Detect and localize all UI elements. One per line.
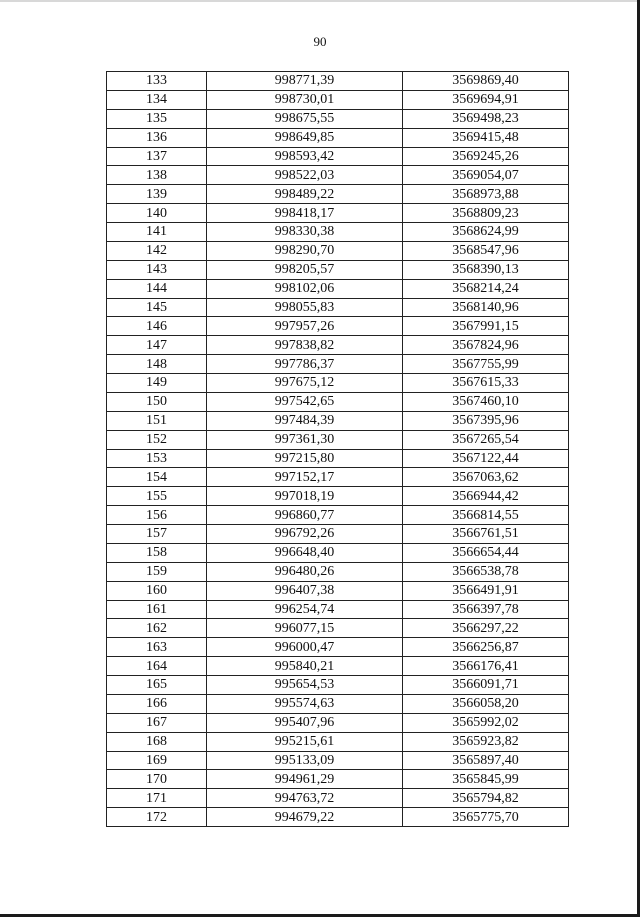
- coordinate-x-cell: 997786,37: [207, 355, 403, 374]
- point-number-cell: 160: [107, 581, 207, 600]
- table-row: [107, 525, 569, 544]
- point-number-cell: 167: [107, 713, 207, 732]
- point-number-cell: 161: [107, 600, 207, 619]
- coordinate-x-cell: 997957,26: [207, 317, 403, 336]
- coordinate-x-cell: 998055,83: [207, 298, 403, 317]
- point-number-cell: 157: [107, 525, 207, 544]
- coordinate-y-cell: 3567824,96: [403, 336, 569, 355]
- coordinate-x-cell: 998102,06: [207, 279, 403, 298]
- table-row: [107, 732, 569, 751]
- coordinate-x-cell: 998290,70: [207, 241, 403, 260]
- point-number-cell: 139: [107, 185, 207, 204]
- point-number-cell: 153: [107, 449, 207, 468]
- point-number-cell: 169: [107, 751, 207, 770]
- point-number-cell: 135: [107, 109, 207, 128]
- coordinate-x-cell: 997152,17: [207, 468, 403, 487]
- point-number-cell: 137: [107, 147, 207, 166]
- point-number-cell: 138: [107, 166, 207, 185]
- coordinate-y-cell: 3567991,15: [403, 317, 569, 336]
- coordinate-y-cell: 3565775,70: [403, 808, 569, 827]
- table-row: [107, 468, 569, 487]
- table-row: [107, 109, 569, 128]
- coordinate-x-cell: 995407,96: [207, 713, 403, 732]
- table-row: [107, 185, 569, 204]
- coordinate-y-cell: 3567615,33: [403, 374, 569, 393]
- table-row: [107, 638, 569, 657]
- page-number: 90: [313, 34, 327, 49]
- table-row: [107, 317, 569, 336]
- point-number-cell: 151: [107, 411, 207, 430]
- table-row: [107, 223, 569, 242]
- point-number-cell: 164: [107, 657, 207, 676]
- point-number-cell: 136: [107, 128, 207, 147]
- coordinate-y-cell: 3569869,40: [403, 72, 569, 91]
- point-number-cell: 149: [107, 374, 207, 393]
- coordinate-x-cell: 996792,26: [207, 525, 403, 544]
- table-row: [107, 562, 569, 581]
- coordinate-y-cell: 3567122,44: [403, 449, 569, 468]
- point-number-cell: 155: [107, 487, 207, 506]
- coordinate-x-cell: 997675,12: [207, 374, 403, 393]
- table-row: [107, 713, 569, 732]
- coordinate-y-cell: 3569245,26: [403, 147, 569, 166]
- coordinate-y-cell: 3566538,78: [403, 562, 569, 581]
- coordinate-x-cell: 994961,29: [207, 770, 403, 789]
- coordinate-y-cell: 3568809,23: [403, 204, 569, 223]
- table-row: [107, 241, 569, 260]
- coordinate-x-cell: 996254,74: [207, 600, 403, 619]
- coordinate-x-cell: 996407,38: [207, 581, 403, 600]
- table-row: [107, 147, 569, 166]
- coordinate-x-cell: 997484,39: [207, 411, 403, 430]
- table-row: [107, 808, 569, 827]
- point-number-cell: 168: [107, 732, 207, 751]
- point-number-cell: 148: [107, 355, 207, 374]
- table-row: [107, 676, 569, 695]
- coordinate-x-cell: 996000,47: [207, 638, 403, 657]
- table-row: [107, 72, 569, 91]
- table-row: [107, 166, 569, 185]
- table-row: [107, 90, 569, 109]
- table-row: [107, 694, 569, 713]
- table-row: [107, 619, 569, 638]
- coordinate-x-cell: 995574,63: [207, 694, 403, 713]
- point-number-cell: 142: [107, 241, 207, 260]
- coordinate-x-cell: 997542,65: [207, 392, 403, 411]
- coordinate-y-cell: 3569498,23: [403, 109, 569, 128]
- point-number-cell: 165: [107, 676, 207, 695]
- coordinate-x-cell: 997361,30: [207, 430, 403, 449]
- table-row: [107, 506, 569, 525]
- table-row: [107, 392, 569, 411]
- coordinate-y-cell: 3569415,48: [403, 128, 569, 147]
- table-row: [107, 260, 569, 279]
- point-number-cell: 156: [107, 506, 207, 525]
- point-number-cell: 159: [107, 562, 207, 581]
- table-row: [107, 298, 569, 317]
- coordinate-x-cell: 998771,39: [207, 72, 403, 91]
- point-number-cell: 141: [107, 223, 207, 242]
- coordinate-y-cell: 3565845,99: [403, 770, 569, 789]
- coordinate-y-cell: 3566814,55: [403, 506, 569, 525]
- coordinate-y-cell: 3566297,22: [403, 619, 569, 638]
- coordinate-y-cell: 3568973,88: [403, 185, 569, 204]
- table-row: [107, 543, 569, 562]
- coordinate-y-cell: 3567755,99: [403, 355, 569, 374]
- point-number-cell: 171: [107, 789, 207, 808]
- coordinate-x-cell: 998649,85: [207, 128, 403, 147]
- point-number-cell: 145: [107, 298, 207, 317]
- coordinates-table: [106, 71, 569, 827]
- coordinate-y-cell: 3566256,87: [403, 638, 569, 657]
- point-number-cell: 146: [107, 317, 207, 336]
- point-number-cell: 172: [107, 808, 207, 827]
- coordinate-x-cell: 998675,55: [207, 109, 403, 128]
- table-row: [107, 770, 569, 789]
- coordinate-x-cell: 996648,40: [207, 543, 403, 562]
- coordinate-y-cell: 3567395,96: [403, 411, 569, 430]
- coordinate-y-cell: 3569694,91: [403, 90, 569, 109]
- coordinate-x-cell: 997838,82: [207, 336, 403, 355]
- coordinate-x-cell: 994763,72: [207, 789, 403, 808]
- point-number-cell: 134: [107, 90, 207, 109]
- point-number-cell: 150: [107, 392, 207, 411]
- coordinate-x-cell: 996860,77: [207, 506, 403, 525]
- coordinate-y-cell: 3565794,82: [403, 789, 569, 808]
- table-row: [107, 751, 569, 770]
- point-number-cell: 166: [107, 694, 207, 713]
- point-number-cell: 170: [107, 770, 207, 789]
- point-number-cell: 140: [107, 204, 207, 223]
- table-row: [107, 128, 569, 147]
- coordinate-y-cell: 3567460,10: [403, 392, 569, 411]
- coordinate-y-cell: 3566176,41: [403, 657, 569, 676]
- table-row: [107, 355, 569, 374]
- point-number-cell: 147: [107, 336, 207, 355]
- table-row: [107, 789, 569, 808]
- coordinate-x-cell: 998730,01: [207, 90, 403, 109]
- point-number-cell: 162: [107, 619, 207, 638]
- coordinate-y-cell: 3565992,02: [403, 713, 569, 732]
- coordinate-y-cell: 3567063,62: [403, 468, 569, 487]
- coordinate-x-cell: 998522,03: [207, 166, 403, 185]
- coordinate-x-cell: 995840,21: [207, 657, 403, 676]
- coordinate-y-cell: 3566944,42: [403, 487, 569, 506]
- coordinate-y-cell: 3567265,54: [403, 430, 569, 449]
- table-row: [107, 449, 569, 468]
- coordinate-x-cell: 997215,80: [207, 449, 403, 468]
- coordinate-x-cell: 994679,22: [207, 808, 403, 827]
- coordinates-table-body: [107, 72, 569, 827]
- coordinate-x-cell: 998418,17: [207, 204, 403, 223]
- coordinate-y-cell: 3568140,96: [403, 298, 569, 317]
- coordinate-x-cell: 995215,61: [207, 732, 403, 751]
- point-number-cell: 152: [107, 430, 207, 449]
- point-number-cell: 158: [107, 543, 207, 562]
- table-row: [107, 487, 569, 506]
- table-row: [107, 581, 569, 600]
- coordinate-x-cell: 998330,38: [207, 223, 403, 242]
- coordinate-y-cell: 3566058,20: [403, 694, 569, 713]
- table-row: [107, 430, 569, 449]
- scan-edge-top: [0, 0, 640, 2]
- point-number-cell: 163: [107, 638, 207, 657]
- coordinate-x-cell: 996077,15: [207, 619, 403, 638]
- coordinate-y-cell: 3566397,78: [403, 600, 569, 619]
- table-row: [107, 657, 569, 676]
- table-row: [107, 600, 569, 619]
- table-row: [107, 204, 569, 223]
- coordinate-x-cell: 998593,42: [207, 147, 403, 166]
- point-number-cell: 144: [107, 279, 207, 298]
- coordinate-y-cell: 3568390,13: [403, 260, 569, 279]
- table-row: [107, 411, 569, 430]
- point-number-cell: 143: [107, 260, 207, 279]
- point-number-cell: 154: [107, 468, 207, 487]
- coordinate-x-cell: 996480,26: [207, 562, 403, 581]
- coordinate-x-cell: 995133,09: [207, 751, 403, 770]
- coordinate-y-cell: 3568214,24: [403, 279, 569, 298]
- coordinate-x-cell: 998205,57: [207, 260, 403, 279]
- table-row: [107, 374, 569, 393]
- coordinate-y-cell: 3569054,07: [403, 166, 569, 185]
- table-row: [107, 336, 569, 355]
- coordinate-x-cell: 998489,22: [207, 185, 403, 204]
- coordinate-y-cell: 3566091,71: [403, 676, 569, 695]
- coordinate-y-cell: 3566761,51: [403, 525, 569, 544]
- table-row: [107, 279, 569, 298]
- coordinate-y-cell: 3568547,96: [403, 241, 569, 260]
- point-number-cell: 133: [107, 72, 207, 91]
- coordinate-x-cell: 995654,53: [207, 676, 403, 695]
- coordinate-y-cell: 3565923,82: [403, 732, 569, 751]
- coordinate-y-cell: 3566654,44: [403, 543, 569, 562]
- coordinate-y-cell: 3568624,99: [403, 223, 569, 242]
- coordinate-x-cell: 997018,19: [207, 487, 403, 506]
- coordinate-y-cell: 3566491,91: [403, 581, 569, 600]
- coordinate-y-cell: 3565897,40: [403, 751, 569, 770]
